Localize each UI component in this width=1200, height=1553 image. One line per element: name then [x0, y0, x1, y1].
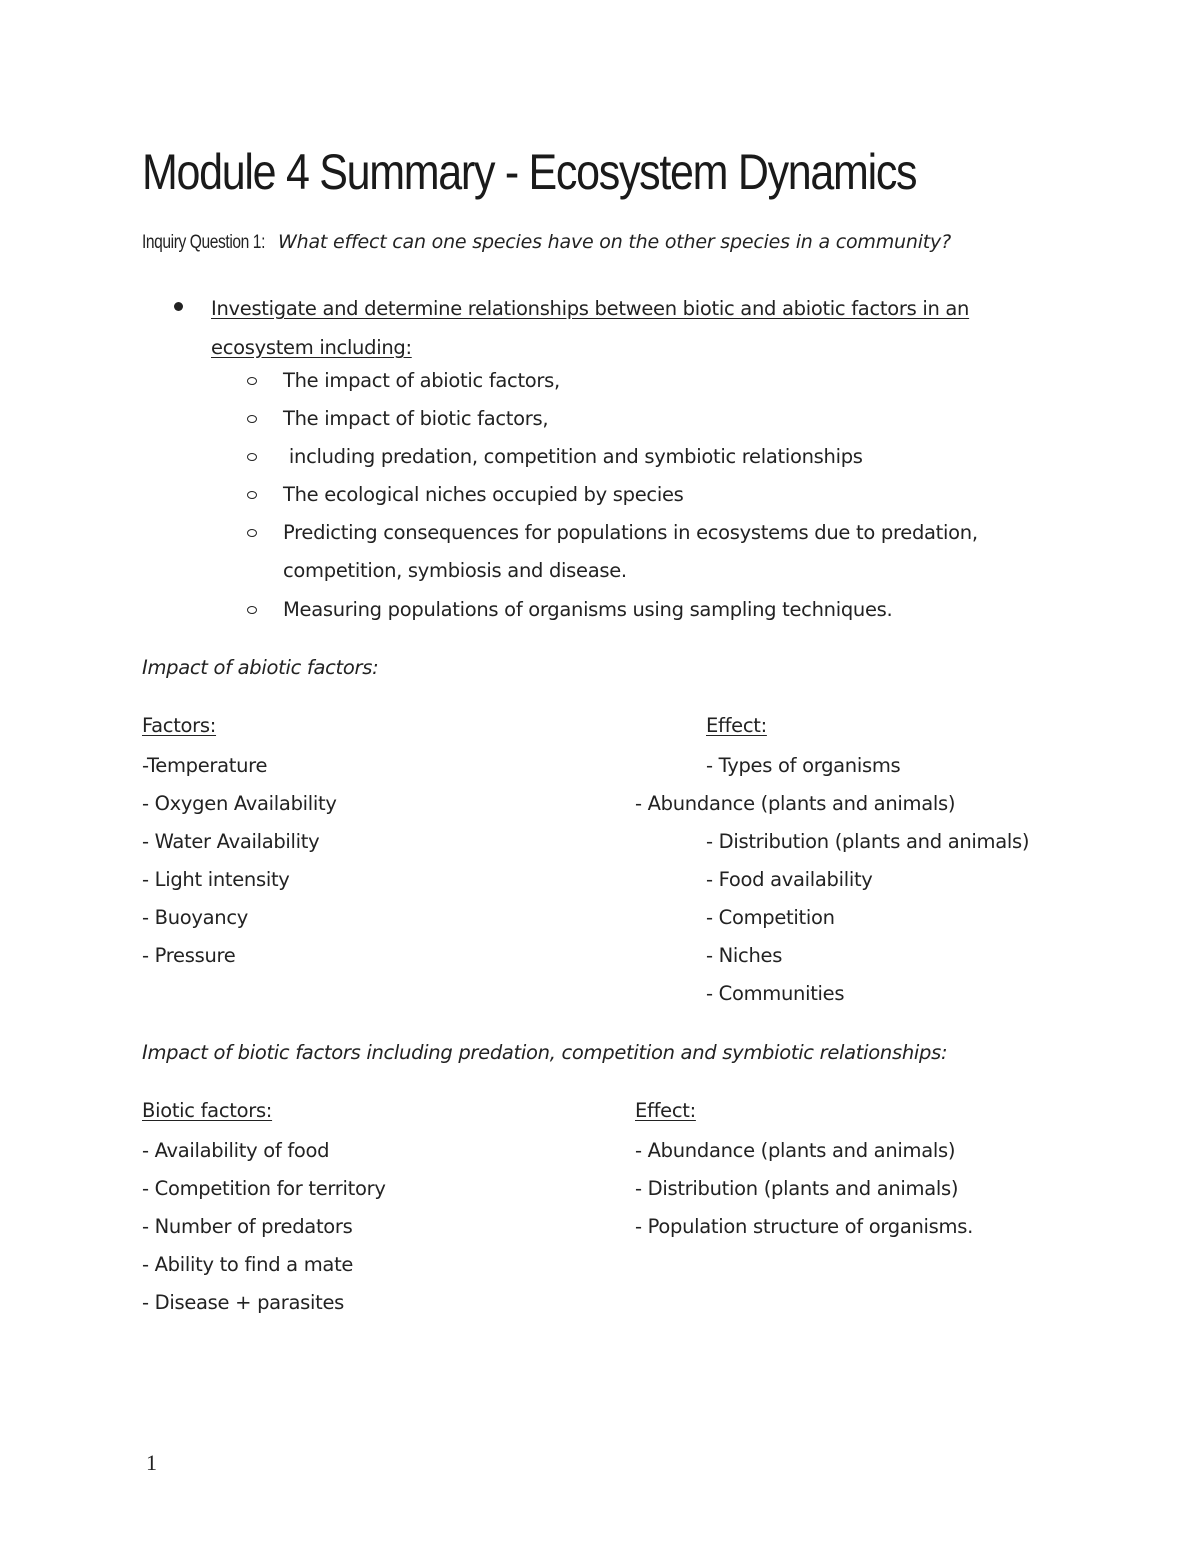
- abiotic-effect: - Communities: [706, 982, 845, 1005]
- page-number: 1: [146, 1450, 157, 1475]
- biotic-factor: - Disease + parasites: [142, 1291, 345, 1314]
- abiotic-factor: - Buoyancy: [142, 906, 249, 929]
- abiotic-factor: - Oxygen Availability: [142, 792, 337, 815]
- biotic-effect: - Population structure of organisms.: [635, 1215, 973, 1238]
- abiotic-effect: - Types of organisms: [706, 754, 901, 777]
- inquiry-question: [142, 231, 951, 254]
- syllabus-sub-point: Predicting consequences for populations in ecosystems due to predation, competition, symbiosis and disease.: [283, 521, 978, 582]
- page-title: Module 4 Summary - Ecosystem Dynamics: [142, 144, 917, 200]
- syllabus-sub-point: Measuring populations of organisms using sampling techniques.: [283, 598, 893, 621]
- abiotic-factor: - Pressure: [142, 944, 236, 967]
- abiotic-factor: - Water Availability: [142, 830, 320, 853]
- abiotic-effect-header: Effect:: [706, 714, 767, 737]
- bullet-dot-icon: [174, 302, 183, 311]
- biotic-heading: Impact of biotic factors including predation, competition and symbiotic relationships:: [142, 1041, 948, 1064]
- circle-bullet-icon: [247, 377, 257, 385]
- circle-bullet-icon: [247, 491, 257, 499]
- circle-bullet-icon: [247, 529, 257, 537]
- biotic-factors-header: Biotic factors:: [142, 1099, 273, 1122]
- syllabus-sub-point: The impact of biotic factors,: [283, 407, 549, 430]
- syllabus-sub-point: The impact of abiotic factors,: [283, 369, 560, 392]
- abiotic-factor: - Light intensity: [142, 868, 290, 891]
- syllabus-sub-point: including predation, competition and symbiotic relationships: [283, 445, 863, 468]
- syllabus-main-point: Investigate and determine relationships between biotic and abiotic factors in an ecosystem including:: [211, 297, 970, 359]
- biotic-factor: - Availability of food: [142, 1139, 330, 1162]
- biotic-factor: - Ability to find a mate: [142, 1253, 354, 1276]
- circle-bullet-icon: [247, 606, 257, 614]
- abiotic-effect: - Distribution (plants and animals): [706, 830, 1030, 853]
- biotic-effect-header: Effect:: [635, 1099, 696, 1122]
- circle-bullet-icon: [247, 415, 257, 423]
- abiotic-factor: -Temperature: [142, 754, 268, 777]
- inquiry-question-text: What effect can one species have on the other species in a community?: [278, 231, 951, 253]
- circle-bullet-icon: [247, 453, 257, 461]
- abiotic-factors-header: Factors:: [142, 714, 217, 737]
- biotic-effect: - Abundance (plants and animals): [635, 1139, 956, 1162]
- abiotic-effect: - Food availability: [706, 868, 873, 891]
- abiotic-effect: - Competition: [706, 906, 835, 929]
- abiotic-heading: Impact of abiotic factors:: [142, 656, 379, 679]
- inquiry-label: Inquiry Question 1:: [142, 232, 265, 253]
- biotic-effect: - Distribution (plants and animals): [635, 1177, 959, 1200]
- biotic-factor: - Competition for territory: [142, 1177, 386, 1200]
- biotic-factor: - Number of predators: [142, 1215, 353, 1238]
- abiotic-effect: - Abundance (plants and animals): [635, 792, 956, 815]
- syllabus-sub-point: The ecological niches occupied by species: [283, 483, 684, 506]
- abiotic-effect: - Niches: [706, 944, 783, 967]
